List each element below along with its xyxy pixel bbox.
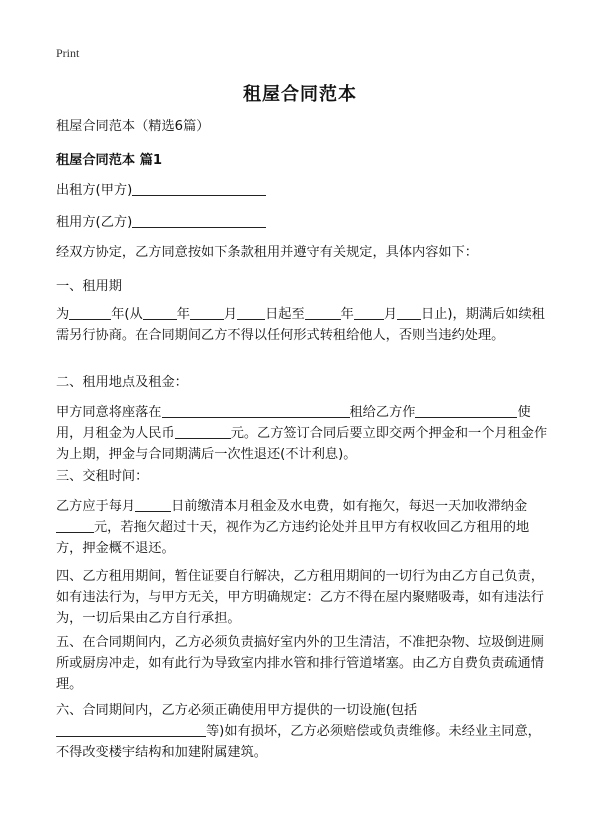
document-title: 租屋合同范本	[243, 84, 357, 105]
text-fragment: 使	[517, 405, 531, 420]
text-fragment: 日前缴清本月租金及水电费，如有拖欠，每迟一天加收滞纳金	[171, 499, 528, 514]
text-fragment: 元。乙方签订合同后要立即交两个押金和一个月租金作为上期，押金与合同期满后一次性退还(不计利息)。	[56, 426, 548, 462]
blank	[56, 722, 206, 737]
text-fragment: 月	[383, 307, 398, 322]
text-fragment: 年	[340, 307, 354, 322]
blank	[415, 403, 517, 418]
blank	[190, 305, 224, 320]
blank	[305, 305, 341, 320]
text-fragment: 六、合同期间内，乙方必须正确使用甲方提供的一切设施(包括	[56, 703, 418, 718]
text-fragment: 用，月租金为人民币	[56, 426, 175, 441]
heading-lease-term: 一、租用期	[56, 279, 122, 294]
section-heading: 租屋合同范本 篇1	[56, 153, 163, 168]
party-a-blank	[132, 181, 266, 196]
clause-six-paragraph	[56, 700, 548, 763]
text-fragment: 后如续租需另行协商。在合同期间乙方不得以任何形式转租给他人，否则当违约处理。	[56, 307, 545, 343]
location-rent-paragraph	[56, 402, 548, 465]
text-fragment: 租给乙方作	[349, 405, 416, 420]
print-link[interactable]: Print	[56, 46, 80, 60]
rent-payment-paragraph	[56, 496, 548, 559]
text-fragment: 甲方同意将座落在	[56, 405, 162, 420]
blank	[162, 403, 350, 418]
text-fragment: 乙方应于每月	[56, 499, 136, 514]
party-b-line	[56, 212, 548, 233]
party-a-line	[56, 180, 548, 201]
text-fragment: 为	[56, 307, 70, 322]
text-fragment: 元，若拖欠超过十天，视作为乙方违约论处并且甲方有权收回乙方租用的地方，押金概不退还。	[56, 520, 530, 556]
document-subtitle: 租屋合同范本（精选6篇）	[56, 119, 210, 134]
party-b-label: 租用方(乙方)	[56, 215, 133, 230]
party-b-blank	[132, 213, 266, 228]
heading-location-rent: 二、租用地点及租金：	[56, 375, 188, 390]
blank	[237, 305, 265, 320]
party-a-label: 出租方(甲方)	[56, 183, 133, 198]
text-fragment: 年	[176, 307, 190, 322]
blank	[69, 305, 111, 320]
text-fragment: 等)如有损坏，乙方必须赔偿或负责维修。未经业主同意，不得改变楼宇结构和加建附属建筑。	[56, 724, 541, 760]
clause-four-paragraph: 四、乙方租用期间，暂住证要自行解决，乙方租用期间的一切行为由乙方自己负责，如有违法行为，与甲方无关，甲方明确规定：乙方不得在屋内聚赌吸毒，如有违法行为，一切后果由乙方自行承担。	[56, 569, 544, 626]
text-fragment: 年(从	[111, 307, 143, 322]
intro-paragraph: 经双方协定，乙方同意按如下条款租用并遵守有关规定，具体内容如下：	[56, 245, 478, 260]
blank	[135, 497, 171, 512]
blank	[56, 518, 94, 533]
blank	[397, 305, 421, 320]
blank	[354, 305, 384, 320]
heading-rent-payment: 三、交租时间：	[56, 469, 149, 484]
blank	[143, 305, 177, 320]
clause-five-paragraph: 五、在合同期间内，乙方必须负责搞好室内外的卫生清洁，不准把杂物、垃圾倒进厕所或厨房冲走，如有此行为导致室内排水管和排行管道堵塞。由乙方自费负责疏通情理。	[56, 635, 544, 692]
text-fragment: 日起至	[265, 307, 305, 322]
blank	[175, 424, 231, 439]
lease-term-paragraph	[56, 304, 548, 346]
text-fragment: 月	[223, 307, 238, 322]
text-fragment: 日止)，期满	[421, 307, 493, 322]
